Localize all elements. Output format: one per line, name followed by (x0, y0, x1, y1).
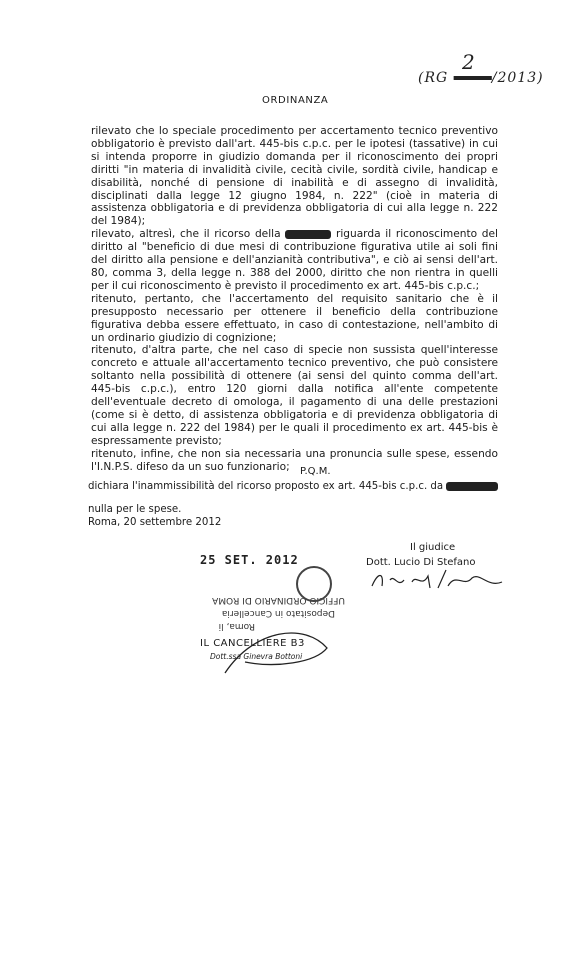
cancelliere-signature (215, 618, 335, 678)
stamp-line-2: Depositato in Cancelleria (221, 608, 335, 618)
closing-block (88, 503, 221, 529)
redaction-mark (285, 230, 331, 239)
judge-title: Il giudice (410, 542, 456, 553)
rg-number: 2 (462, 50, 476, 74)
closing-date: Roma, 20 settembre 2012 (88, 517, 222, 528)
judge-signature (368, 568, 508, 596)
paragraph-1: rilevato che lo speciale procedimento per accertamento tecnico preventivo obbligatorio è previsto dall'art. 445-bis c.p.c. per le ipotesi (tassative) in cui si intenda proporre in giudizio domanda per il riconoscimento dei propri diritti "in materia di invalidità civile, cecità civile, sordità civile, handicap e disabilità, nonché di pensione di inabilità e di assegno di invalidità, disciplinati dalla legge 12 giugno 1984, n. 222" (cioè in materia di assistenza obbligatoria e di previdenza obbligatoria di cui alla legge n. 222 del 1984); (91, 125, 498, 228)
paragraph-3: ritenuto, pertanto, che l'accertamento del requisito sanitario che è il presupposto necessario per ottenere il beneficio della contribuzione figurativa debba essere effettuato, in caso di contestazione, nell'ambito di un ordinario giudizio di cognizione; (91, 292, 498, 344)
stamp-line-3: Roma, li (218, 621, 255, 631)
cancelliere-title: IL CANCELLIERE B3 (200, 638, 305, 649)
pqm-heading: P.Q.M. (300, 466, 331, 477)
paragraph-4: ritenuto, d'altra parte, che nel caso di specie non sussista quell'interesse concreto e attuale all'accertamento tecnico preventivo, che può consistere soltanto nella possibilità di ottenere (ai sensi del quinto comma dell'art. 445-bis c.p.c.), entro 120 giorni dalla notifica all'ente competente dell'eventuale decreto di omologa, il pagamento di una delle prestazioni (come si è detto, di assistenza obbligatoria e di previdenza obbligatoria di cui alla legge n. 222 del 1984) per le quali il procedimento ex art. 445-bis è espressamente previsto; (91, 344, 498, 447)
dispositivo-text: dichiara l'inammissibilità del ricorso proposto ex art. 445-bis c.p.c. da (88, 481, 444, 492)
body-text (91, 125, 498, 473)
rg-year: /2013) (491, 70, 544, 86)
paragraph-2: rilevato, altresì, che il ricorso della riguarda il riconoscimento del diritto al "beneficio di due mesi di contribuzione figurativa utile ai soli fini del diritto alla pensione e dell'anzianità contributiva", e ciò ai sensi dell'art. 80, comma 3, della legge n. 388 del 2000, diritto che non rientra in quelli per il cui riconoscimento è previsto il procedimento ex art. 445-bis c.p.c.; (91, 228, 498, 292)
cancelliere-name: Dott.ssa Ginevra Bottoni (210, 652, 303, 661)
seal-icon (296, 566, 332, 602)
stamp-date: 25 SET. 2012 (200, 553, 299, 567)
closing-spese: nulla per le spese. (88, 504, 182, 515)
paragraph-5: ritenuto, infine, che non sia necessaria una pronuncia sulle spese, essendo l'I.N.P.S. difeso da un suo funzionario; (91, 447, 498, 473)
document-title: ORDINANZA (262, 95, 329, 106)
dispositivo-line (88, 481, 498, 492)
redaction-mark (446, 482, 498, 491)
registry-handwritten-note (418, 50, 544, 86)
rg-prefix: (RG (418, 70, 449, 86)
judge-name: Dott. Lucio Di Stefano (366, 557, 476, 568)
stamp-line-1: UFFICIO ORDINARIO DI ROMA (212, 595, 345, 605)
